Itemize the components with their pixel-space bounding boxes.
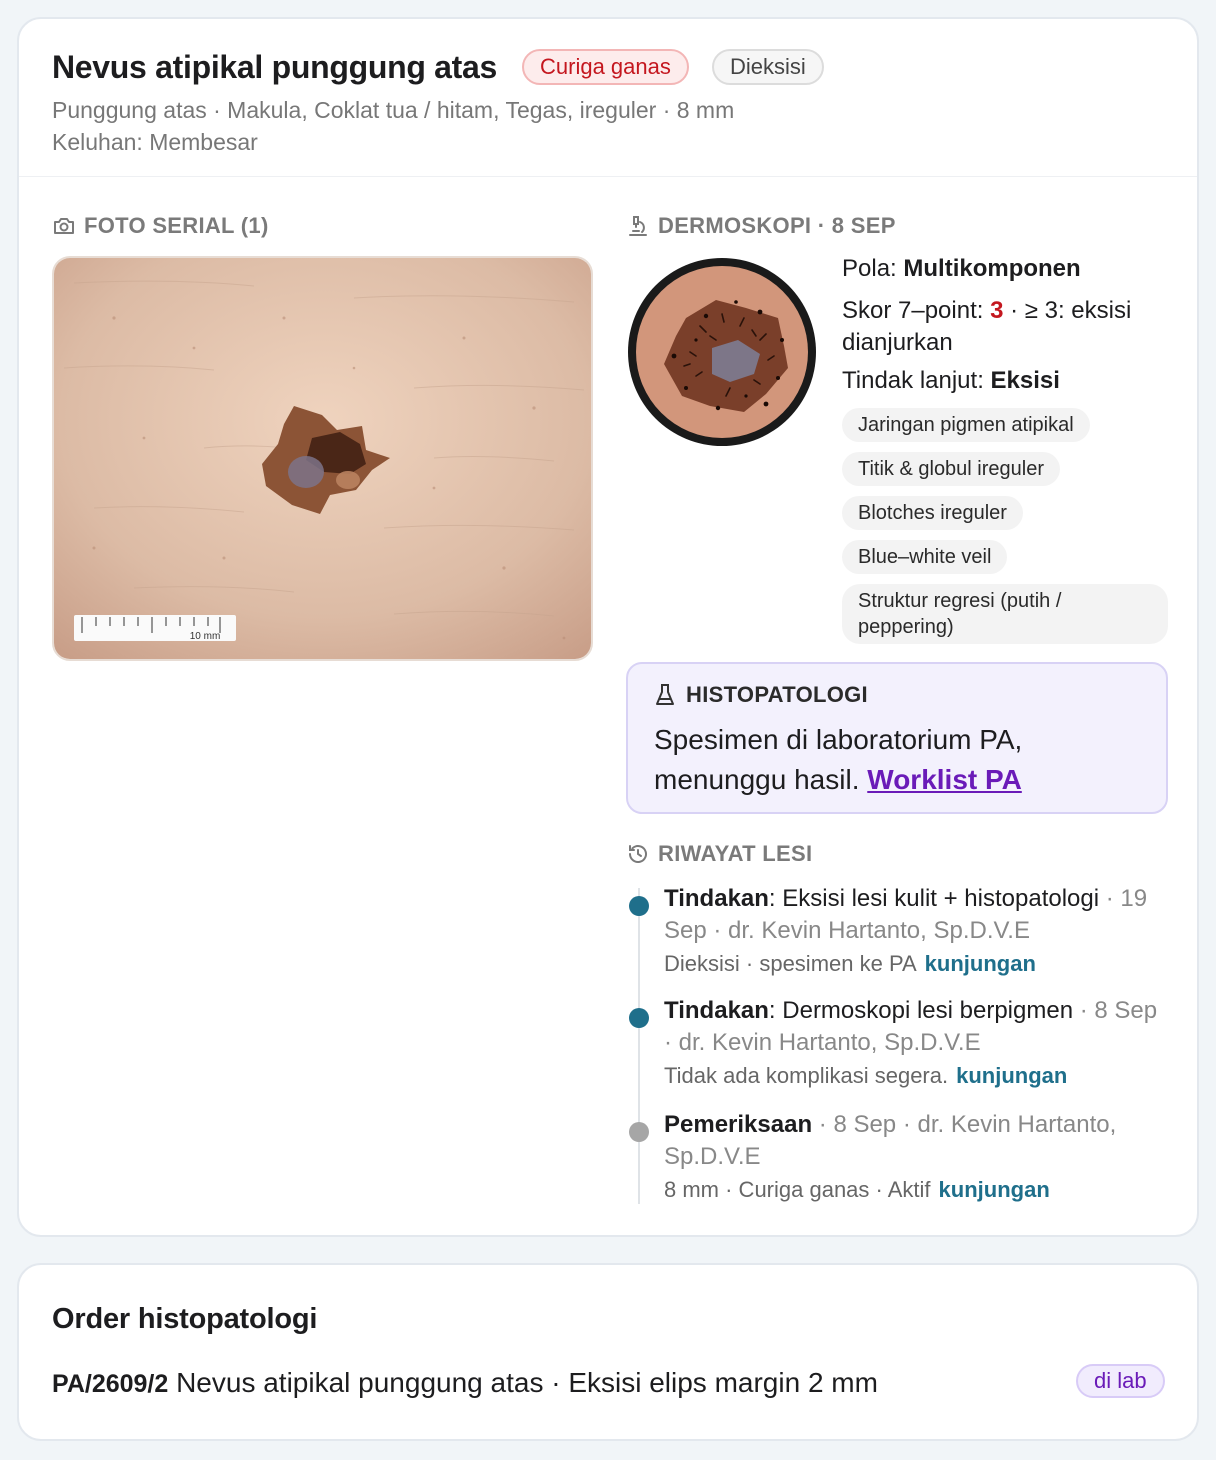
dermoscopy-section-heading <box>626 213 896 239</box>
feature-chip: Blotches ireguler <box>842 496 1023 530</box>
visit-link[interactable]: kunjungan <box>938 1177 1050 1202</box>
timeline-dot <box>629 1122 649 1142</box>
dermoscopy-pattern-label: Pola: <box>842 255 904 282</box>
timeline-item <box>664 995 1159 1091</box>
histopathology-heading <box>654 682 868 708</box>
timeline-meta: · 8 Sep · dr. Kevin Hartanto, Sp.D.V.E <box>664 1111 1117 1170</box>
photo-section-heading <box>52 213 269 239</box>
dermoscopy-feature-list <box>842 408 1168 654</box>
order-row[interactable] <box>52 1367 878 1399</box>
feature-chip: Jaringan pigmen atipikal <box>842 408 1090 442</box>
lesion-complaint: Keluhan: Membesar <box>52 129 258 155</box>
lesion-photo[interactable] <box>52 256 593 661</box>
action-badge: Dieksisi <box>712 49 824 85</box>
camera-icon <box>52 214 76 238</box>
timeline-line <box>638 888 640 1204</box>
histopathology-box <box>626 662 1168 814</box>
timeline-desc: : Eksisi lesi kulit + histopatologi <box>768 885 1100 912</box>
timeline-type: Pemeriksaan <box>664 1111 813 1138</box>
dermoscopy-score-note: · ≥ 3: eksisi dianjurkan <box>842 297 1132 356</box>
dermoscopy-pattern-value: Multikomponen <box>903 255 1081 282</box>
dermoscopy-followup-value: Eksisi <box>990 367 1060 394</box>
timeline-meta: · 8 Sep · dr. Kevin Hartanto, Sp.D.V.E <box>664 997 1158 1056</box>
dermoscopy-followup-label: Tindak lanjut: <box>842 367 991 394</box>
timeline-meta: · 19 Sep · dr. Kevin Hartanto, Sp.D.V.E <box>664 885 1148 944</box>
status-badge: Curiga ganas <box>522 49 689 85</box>
timeline-item <box>664 883 1159 979</box>
dermoscopy-image[interactable] <box>626 256 818 448</box>
microscope-icon <box>626 214 650 238</box>
history-section-heading <box>626 841 812 867</box>
lesion-title: Nevus atipikal punggung atas <box>52 49 498 85</box>
timeline-dot <box>629 896 649 916</box>
visit-link[interactable]: kunjungan <box>956 1063 1068 1088</box>
order-code: PA/2609/2 <box>52 1370 169 1398</box>
dermoscopy-score-value: 3 <box>990 297 1004 324</box>
lesion-header <box>19 19 1197 177</box>
dermoscopy-heading-label: DERMOSKOPI · 8 SEP <box>658 213 896 238</box>
dermoscopy-score-label: Skor 7–point: <box>842 297 991 324</box>
timeline-note: Dieksisi · spesimen ke PA <box>664 951 917 976</box>
scale-bar-label: 10 mm <box>189 631 221 642</box>
dermoscopy-pattern <box>842 255 1081 283</box>
worklist-pa-link[interactable]: Worklist PA <box>867 764 1022 795</box>
histopathology-text <box>654 720 1154 800</box>
dermoscopy-image-graphic <box>626 256 818 448</box>
feature-chip: Struktur regresi (putih / peppering) <box>842 584 1168 644</box>
flask-icon <box>654 683 676 707</box>
timeline-item <box>664 1109 1159 1205</box>
order-title: Order histopatologi <box>52 1303 318 1335</box>
timeline-note: Tidak ada komplikasi segera. <box>664 1063 949 1088</box>
order-desc: Nevus atipikal punggung atas · Eksisi elips margin 2 mm <box>168 1367 878 1398</box>
feature-chip: Titik & globul ireguler <box>842 452 1060 486</box>
visit-link[interactable]: kunjungan <box>924 951 1036 976</box>
history-heading-label: RIWAYAT LESI <box>658 841 813 866</box>
lesion-card <box>17 17 1199 1237</box>
histopathology-order-card <box>17 1263 1199 1441</box>
timeline-note: 8 mm · Curiga ganas · Aktif <box>664 1177 931 1202</box>
photo-heading-label: FOTO SERIAL (1) <box>84 213 269 238</box>
timeline-dot <box>629 1008 649 1028</box>
histopathology-status-text: Spesimen di laboratorium PA, menunggu hasil. <box>654 724 1023 795</box>
feature-chip: Blue–white veil <box>842 540 1007 574</box>
histopathology-heading-label: HISTOPATOLOGI <box>686 682 868 707</box>
timeline-type: Tindakan <box>664 885 769 912</box>
dermoscopy-followup <box>842 367 1060 395</box>
timeline-type: Tindakan <box>664 997 769 1024</box>
lesion-photo-image <box>54 258 593 661</box>
order-status-badge: di lab <box>1076 1364 1165 1398</box>
dermoscopy-score <box>842 295 1172 359</box>
history-icon <box>626 842 650 866</box>
timeline-desc: : Dermoskopi lesi berpigmen <box>768 997 1074 1024</box>
lesion-subtitle: Punggung atas · Makula, Coklat tua / hitam, Tegas, ireguler · 8 mm <box>52 97 735 123</box>
